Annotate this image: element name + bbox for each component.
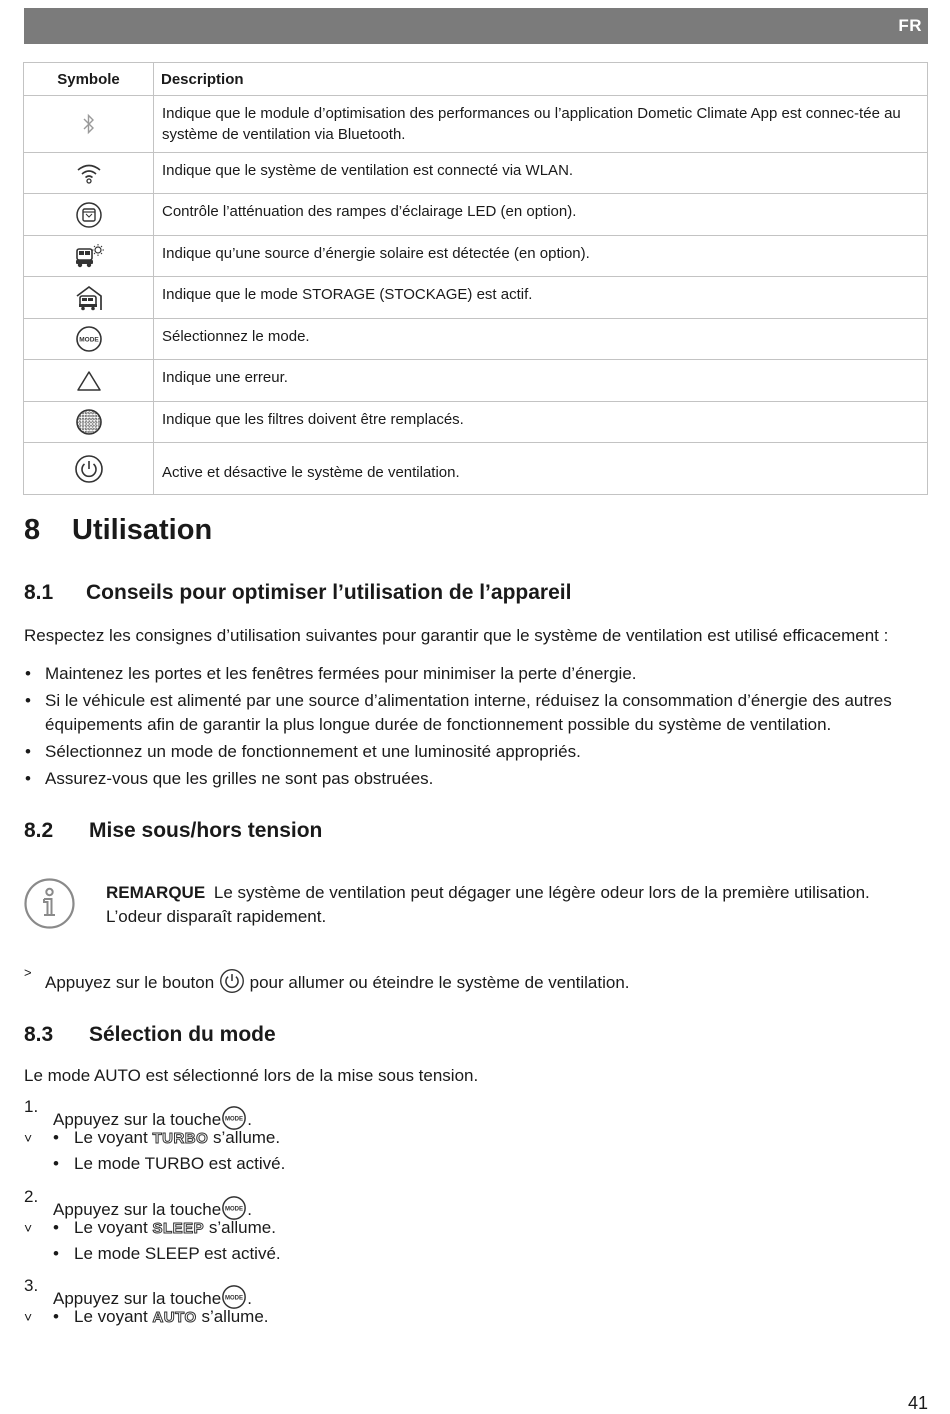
table-row xyxy=(24,194,928,236)
section-8-heading: 8 Utilisation xyxy=(24,514,213,546)
mode-button-icon xyxy=(24,325,153,353)
note-text: Le système de ventilation peut dégager une légère odeur lors de la première utilisation. L’odeur disparaît rapidement. xyxy=(106,883,870,926)
svg-text:MODE: MODE xyxy=(225,1295,244,1302)
list-item: • Maintenez les portes et les fenêtres fermées pour minimiser la perte d’énergie. xyxy=(24,662,924,686)
solar-source-icon xyxy=(24,243,153,269)
auto-indicator: AUTO xyxy=(152,1309,197,1326)
table-row xyxy=(24,360,928,402)
info-icon xyxy=(24,878,75,934)
table-row xyxy=(24,402,928,443)
section-8-3-intro: Le mode AUTO est sélectionné lors de la mise sous tension. xyxy=(24,1066,479,1085)
table-row xyxy=(24,153,928,194)
svg-text:MODE: MODE xyxy=(225,1116,244,1123)
table-row xyxy=(24,236,928,277)
power-icon xyxy=(24,454,153,484)
tips-list xyxy=(24,662,924,794)
section-8-2-heading: 8.2 Mise sous/hors tension xyxy=(24,819,323,842)
list-item: • Assurez-vous que les grilles ne sont pas obstruées. xyxy=(24,767,924,791)
symbol-table xyxy=(23,62,928,495)
row-description: Indique que le système de ventilation est connecté via WLAN. xyxy=(154,153,928,194)
warning-triangle-icon xyxy=(24,369,153,393)
row-description: Indique une erreur. xyxy=(154,360,928,402)
section-8-1-intro: Respectez les consignes d’utilisation suivantes pour garantir que le système de ventilation est utilisé efficacement : xyxy=(24,626,889,645)
section-8-3-heading: 8.3 Sélection du mode xyxy=(24,1023,276,1046)
col-description-header: Description xyxy=(154,63,928,96)
storage-mode-icon xyxy=(24,284,153,312)
sleep-indicator: SLEEP xyxy=(152,1220,205,1237)
row-description: Indique que le mode STORAGE (STOCKAGE) est actif. xyxy=(154,277,928,319)
wifi-icon xyxy=(24,162,153,184)
row-description: Indique que le module d’optimisation des performances ou l’application Dometic Climate App est connec-tée au système de ventilation via Bluetooth. xyxy=(154,96,928,153)
row-description: Sélectionnez le mode. xyxy=(154,319,928,360)
action-arrow: ˃ xyxy=(24,965,32,980)
table-header-row xyxy=(24,63,928,96)
col-symbol-header: Symbole xyxy=(24,63,154,96)
list-item: • Sélectionnez un mode de fonctionnement et une luminosité appropriés. xyxy=(24,740,924,764)
row-description: Contrôle l’atténuation des rampes d’éclairage LED (en option). xyxy=(154,194,928,236)
page-number: 41 xyxy=(907,1393,928,1413)
svg-text:MODE: MODE xyxy=(78,336,99,344)
turbo-indicator: TURBO xyxy=(152,1130,209,1147)
table-row xyxy=(24,443,928,495)
table-row xyxy=(24,96,928,153)
row-description: Active et désactive le système de ventilation. xyxy=(154,443,928,495)
section-8-1-heading: 8.1 Conseils pour optimiser l’utilisation de l’appareil xyxy=(24,581,572,604)
table-row xyxy=(24,319,928,360)
filter-icon xyxy=(24,408,153,436)
note-label: REMARQUE xyxy=(106,883,206,902)
list-item: • Si le véhicule est alimenté par une source d’alimentation interne, réduisez la consommation d’énergie des autres équipements afin de garantir la plus longue durée de fonctionnement possible du système de ventilation. xyxy=(24,689,924,737)
table-row xyxy=(24,277,928,319)
power-icon xyxy=(219,968,245,999)
row-description: Indique que les filtres doivent être remplacés. xyxy=(154,402,928,443)
note-box xyxy=(106,881,906,929)
led-dimmer-icon xyxy=(24,201,153,229)
bluetooth-icon xyxy=(24,113,153,135)
header-bar xyxy=(24,8,928,44)
row-description: Indique qu’une source d’énergie solaire est détectée (en option). xyxy=(154,236,928,277)
language-label: FR xyxy=(898,16,922,35)
svg-text:MODE: MODE xyxy=(225,1206,244,1213)
